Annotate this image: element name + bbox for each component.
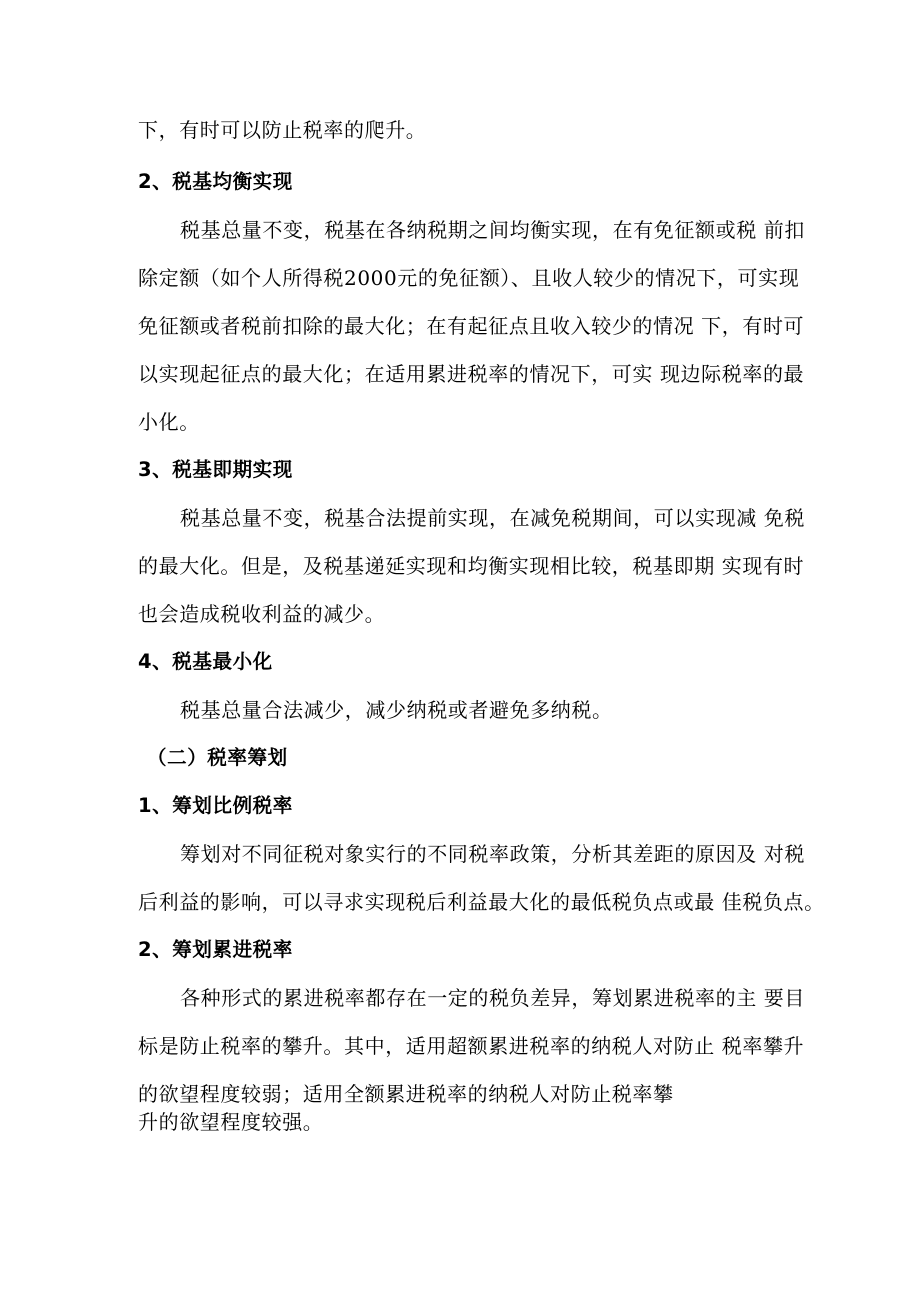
body-text-line: 小化。 bbox=[138, 410, 200, 434]
section-heading-proportional-rate: 1、筹划比例税率 bbox=[138, 794, 293, 817]
body-text-line: 除定额（如个人所得税2000元的免征额）、且收人较少的情况下，可实现 bbox=[138, 266, 800, 290]
body-text-line: 以实现起征点的最大化；在适用累进税率的情况下，可实 现边际税率的最 bbox=[138, 362, 805, 386]
body-text-line: 免征额或者税前扣除的最大化；在有起征点且收入较少的情况 下，有时可 bbox=[138, 314, 805, 338]
body-text-line: 下，有时可以防止税率的爬升。 bbox=[138, 118, 427, 142]
body-text-line: 也会造成税收利益的减少。 bbox=[138, 602, 386, 626]
body-text-line: 税基总量合法减少，减少纳税或者避免多纳税。 bbox=[180, 698, 613, 722]
chapter-heading-tax-rate-planning: （二）税率筹划 bbox=[147, 746, 288, 769]
body-text-line: 升的欲望程度较强。 bbox=[138, 1110, 324, 1134]
body-text-line: 税基总量不变，税基在各纳税期之间均衡实现，在有免征额或税 前扣 bbox=[180, 218, 805, 242]
section-heading-progressive-rate: 2、筹划累进税率 bbox=[138, 938, 293, 961]
section-heading-tax-base-balanced: 2、税基均衡实现 bbox=[138, 170, 293, 193]
section-heading-tax-base-immediate: 3、税基即期实现 bbox=[138, 458, 293, 481]
section-heading-tax-base-minimize: 4、税基最小化 bbox=[138, 650, 273, 673]
body-text-line: 税基总量不变，税基合法提前实现，在减免税期间，可以实现减 免税 bbox=[180, 506, 805, 530]
body-text-line: 的欲望程度较弱；适用全额累进税率的纳税人对防止税率攀 bbox=[138, 1082, 674, 1106]
body-text-line: 后利益的影响，可以寻求实现税后利益最大化的最低税负点或最 佳税负点。 bbox=[138, 890, 825, 914]
body-text-line: 筹划对不同征税对象实行的不同税率政策，分析其差距的原因及 对税 bbox=[180, 842, 805, 866]
body-text-line: 各种形式的累进税率都存在一定的税负差异，筹划累进税率的主 要目 bbox=[180, 986, 805, 1010]
body-text-line: 标是防止税率的攀升。其中，适用超额累进税率的纳税人对防止 税率攀升 bbox=[138, 1034, 805, 1058]
body-text-line: 的最大化。但是，及税基递延实现和均衡实现相比较，税基即期 实现有时 bbox=[138, 554, 805, 578]
